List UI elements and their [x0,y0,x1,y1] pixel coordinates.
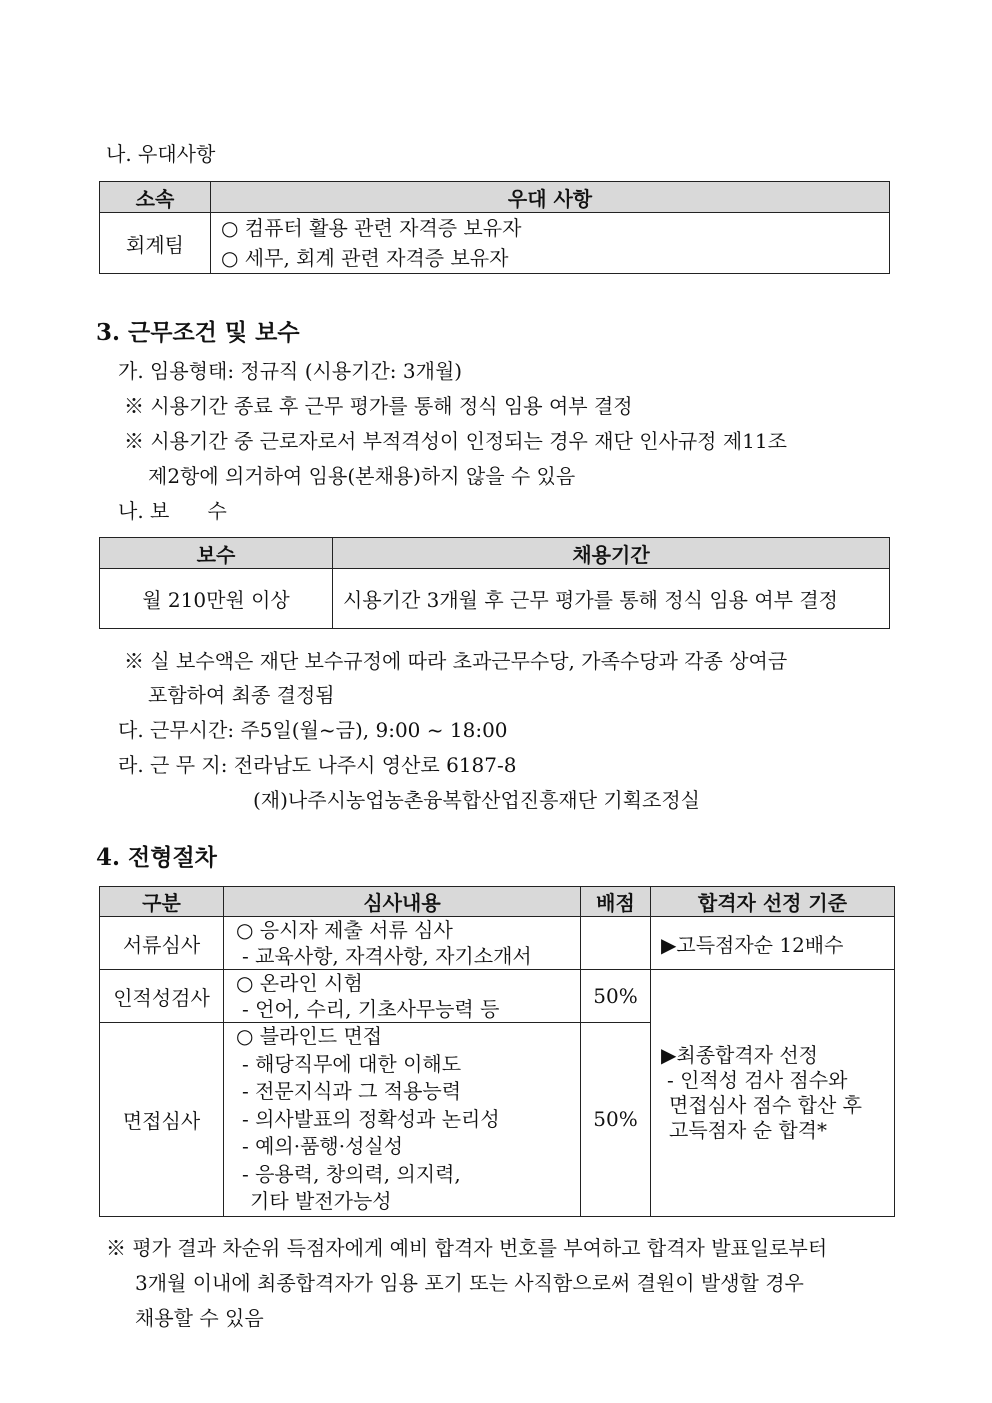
section3-title: 3. 근무조건 및 보수 [96,319,300,346]
col-category: 구분 [100,887,224,917]
content-line: - 교육사항, 자격사항, 자기소개서 [242,944,532,968]
col-content: 심사내용 [224,887,581,917]
preference-item: ○ 컴퓨터 활용 관련 자격증 보유자 [221,216,522,240]
criteria-line: 고득점자 순 합격* [669,1117,827,1142]
preferences-table [99,181,890,274]
pay-table [99,537,890,629]
pay-note: ※ 실 보수액은 재단 보수규정에 따라 초과근무수당, 가족수당과 각종 상여금 [124,649,788,673]
content-line: - 의사발표의 정확성과 논리성 [242,1106,500,1131]
footnote: ※ 평가 결과 차순위 득점자에게 예비 합격자 번호를 부여하고 합격자 발표일로부터 [106,1236,828,1260]
workplace: 라. 근 무 지: 전라남도 나주시 영산로 6187-8 [118,753,517,777]
content-line: - 전문지식과 그 적용능력 [242,1079,462,1103]
row-affiliation: 회계팀 [100,213,211,274]
aptitude-name: 인적성검사 [100,970,224,1023]
selection-table [99,886,895,1217]
section4-title: 4. 전형절차 [96,844,217,871]
period-value: 시용기간 3개월 후 근무 평가를 통해 정식 임용 여부 결정 [333,569,890,629]
preference-items [211,213,890,274]
doc-review-score [581,917,651,970]
doc-review-content [224,917,581,970]
content-line: - 응용력, 창의력, 의지력, [242,1161,461,1186]
col-affiliation: 소속 [100,182,211,213]
disqualification-note-cont: 제2항에 의거하여 임용(본채용)하지 않을 수 있음 [148,464,576,488]
content-line: ○ 응시자 제출 서류 심사 [236,918,453,942]
content-line: - 해당직무에 대한 이해도 [242,1051,462,1076]
footnote-cont: 3개월 이내에 최종합격자가 임용 포기 또는 사직함으로써 결원이 발생할 경우 [135,1271,804,1295]
pay-heading: 나. 보 수 [118,499,227,523]
pay-value: 월 210만원 이상 [100,569,333,629]
content-line: - 예의·품행·성실성 [242,1134,404,1158]
aptitude-content [224,970,581,1023]
employment-type: 가. 임용형태: 정규직 (시용기간: 3개월) [118,359,463,383]
aptitude-score: 50% [581,970,651,1023]
col-score: 배점 [581,887,651,917]
criteria-line: 면접심사 점수 합산 후 [669,1092,862,1117]
criteria-line: - 인적성 검사 점수와 [667,1067,848,1092]
content-line: - 언어, 수리, 기초사무능력 등 [242,997,500,1021]
disqualification-note: ※ 시용기간 중 근로자로서 부적격성이 인정되는 경우 재단 인사규정 제11조 [124,429,787,453]
pay-note-cont: 포함하여 최종 결정됨 [148,683,335,707]
doc-review-criteria: ▶고득점자순 12배수 [651,917,895,970]
workplace-org: (재)나주시농업농촌융복합산업진흥재단 기획조정실 [253,788,701,812]
interview-score: 50% [581,1023,651,1217]
doc-review-name: 서류심사 [100,917,224,970]
content-line: ○ 블라인드 면접 [236,1024,383,1048]
preferences-heading: 나. 우대사항 [106,142,216,166]
footnote-cont: 채용할 수 있음 [135,1306,264,1330]
criteria-line: ▶최종합격자 선정 [661,1042,818,1067]
final-criteria [651,970,895,1217]
preference-item: ○ 세무, 회계 관련 자격증 보유자 [221,246,509,270]
col-pay: 보수 [100,538,333,569]
work-hours: 다. 근무시간: 주5일(월~금), 9:00 ~ 18:00 [118,718,508,742]
content-line: ○ 온라인 시험 [236,971,363,995]
interview-name: 면접심사 [100,1023,224,1217]
interview-content [224,1023,581,1217]
col-period: 채용기간 [333,538,890,569]
col-criteria: 합격자 선정 기준 [651,887,895,917]
col-preference: 우대 사항 [211,182,890,213]
content-line: 기타 발전가능성 [250,1189,392,1213]
probation-note: ※ 시용기간 종료 후 근무 평가를 통해 정식 임용 여부 결정 [124,394,633,418]
